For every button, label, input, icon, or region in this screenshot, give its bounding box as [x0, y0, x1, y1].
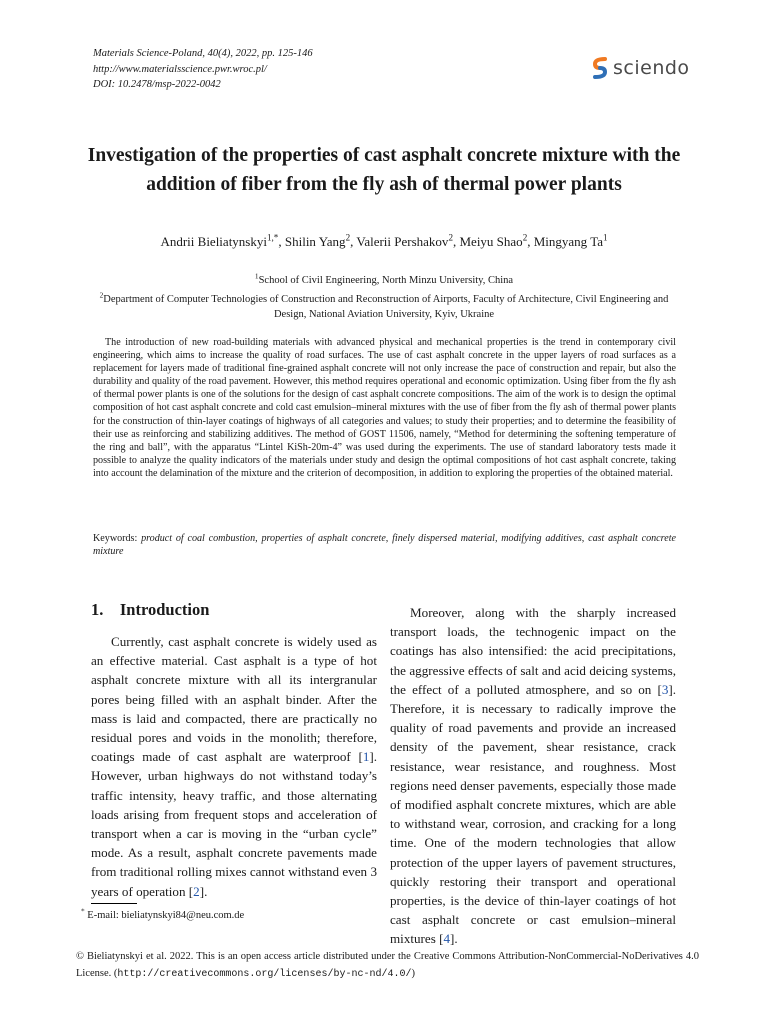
affiliation-text: Department of Computer Technologies of Construction and Reconstruction of Airports, Faculty of Architecture, Civil Engineering and Design, National Aviation University, Kyiv, Ukraine — [103, 294, 669, 320]
affiliation-text: School of Civil Engineering, North Minzu University, China — [258, 275, 514, 286]
license-close: ) — [411, 968, 415, 979]
affiliation-2 — [90, 292, 678, 322]
citation-link[interactable]: 4 — [443, 931, 451, 947]
journal-header — [93, 46, 313, 93]
sciendo-logo-icon — [592, 56, 608, 80]
author-affiliation-mark: 2 — [345, 232, 351, 243]
paragraph-text: Currently, cast asphalt concrete is widely used as an effective material. Cast asphalt is a type of hot asphalt concrete mixture with all its intergranular pores being filled with an asphalt binder. After the mass is laid and compacted, there are practically no residual pores and voids in the monolith; therefore, coatings made of cast asphalt are waterproof [ — [91, 634, 377, 765]
author-affiliation-mark: 2 — [448, 232, 453, 243]
paragraph-text: Moreover, along with the sharply increased transport loads, the technogenic impact on the coatings has also intensified: the acid precipitations, the aggressive effects of salt and acid deicing systems, the effect of a polluted atmosphere, and so on [ — [390, 605, 676, 697]
author-name: Meiyu Shao — [459, 234, 523, 249]
publisher-name: sciendo — [613, 57, 690, 79]
section-number: 1. — [91, 600, 104, 619]
footnote-email: E-mail: bieliatynskyi84@neu.com.de — [87, 910, 245, 921]
author-affiliation-mark: 2 — [522, 232, 528, 243]
paragraph-text: ]. — [199, 883, 208, 899]
author-name: Shilin Yang — [284, 234, 346, 249]
paragraph-text: ]. — [450, 931, 458, 947]
journal-citation: Materials Science-Poland, 40(4), 2022, pp. 125-146 — [93, 48, 313, 59]
journal-doi[interactable]: DOI: 10.2478/msp-2022-0042 — [93, 79, 221, 90]
section-title: Introduction — [119, 600, 210, 619]
keywords-label: Keywords: — [93, 533, 138, 544]
footnote-mark: * — [81, 906, 85, 916]
keywords — [93, 532, 676, 558]
license-url[interactable]: http://creativecommons.org/licenses/by-nc-nd/4.0/ — [117, 969, 412, 980]
footnote — [81, 906, 245, 921]
author-name: Mingyang Ta — [533, 234, 603, 249]
license-text: © Bieliatynskyi et al. 2022. This is an open access article distributed under the Creative Commons Attribution-NonCommercial-NoDerivatives 4.0 License. ( — [76, 951, 699, 979]
author-affiliation-mark: 1,* — [266, 232, 279, 243]
citation-link[interactable]: 3 — [661, 681, 669, 697]
citation-link[interactable]: 2 — [193, 883, 200, 899]
paragraph-text: ]. However, urban highways do not withstand today’s traffic intensity, heavy traffic, and those alternating loads arising from frequent stops and acceleration of transport when a car is moving in the “urban cycle” mode. As a result, asphalt concrete pavements made from traditional rolling mixes cannot withstand even 3 years of operation [ — [91, 749, 377, 899]
section-heading — [91, 600, 209, 620]
citation-link[interactable]: 1 — [362, 749, 370, 765]
paper-title: Investigation of the properties of cast asphalt concrete mixture with the addition of fiber from the fly ash of thermal power plants — [87, 145, 681, 195]
abstract: The introduction of new road-building materials with advanced physical and mechanical properties is the trend in contemporary civil engineering, which aims to increase the quality of road surfaces. The use of cast asphalt concrete in the upper layers of road surfaces as a replacement for layers made of traditional fine-grained asphalt concrete will not only increase the pace of construction and repair, but also the durability and quality of the road pavement. However, this method requires operational and economic optimization. Using fiber from the fly ash of thermal power plants is one of the solutions for the design of cast asphalt concrete compositions. The aim of the work is to design the optimal composition of hot cast asphalt concrete and cold cast emulsion–mineral mixtures with the use of fiber from the fly ash of thermal power plants for the construction of thin-layer coatings of highways of all categories and values; to study their properties; and to determine the feasibility of their use as reinforcing and stabilizing additives. The method of GOST 11506, namely, “Method for determining the softening temperature of the ring and ball”, with the apparatus “Lintel KiSh-20m-4” was used during the experiments. The use of standard laboratory tests made it possible to analyze the quality indicators of the materials under study and design the optimal compositions of hot cast asphalt concrete, taking into account the delamination of the mixture and the criterion of decomposition, in addition to exploring the properties of the obtained material. — [93, 337, 676, 479]
intro-paragraph-2 — [390, 603, 676, 949]
author-name: Valerii Pershakov — [356, 234, 449, 249]
affiliation-mark: 2 — [99, 290, 104, 300]
author-affiliation-mark: 1 — [603, 232, 608, 243]
author-list: Andrii Bieliatynskyi$^{1,*}$, Shilin Yang$^2$, Valerii Pershakov$^2$, Meiyu Shao$^2$, Mingyang Ta$^1$ — [160, 232, 608, 249]
intro-paragraph-1 — [91, 632, 377, 901]
affiliation-1 — [80, 271, 688, 286]
affiliation-mark: 1 — [254, 271, 259, 281]
publisher-logo[interactable] — [592, 56, 690, 80]
author-name: Andrii Bieliatynskyi — [160, 234, 267, 249]
license-notice — [76, 948, 699, 983]
journal-url[interactable]: http://www.materialsscience.pwr.wroc.pl/ — [93, 63, 267, 75]
paragraph-text: ]. Therefore, it is necessary to radically improve the quality of road pavements and provide an increased density of the pavement, shear resistance, crack resistance, wear resistance, and roughness. Most regions need denser pavements, especially those made of modified asphalt concrete mixtures, which are able to withstand wear, corrosion, and cracking for a long time. One of the modern technologies that allow protection of the upper layers of pavement structures, quickly restoring their transport and operational properties, is the device of thin-layer coatings of hot cast asphalt concrete or cast emulsion–mineral mixtures [ — [390, 681, 676, 947]
footnote-divider — [91, 903, 137, 904]
keywords-text: product of coal combustion, properties of asphalt concrete, finely dispersed material, modifying additives, cast asphalt concrete mixture — [93, 533, 676, 558]
